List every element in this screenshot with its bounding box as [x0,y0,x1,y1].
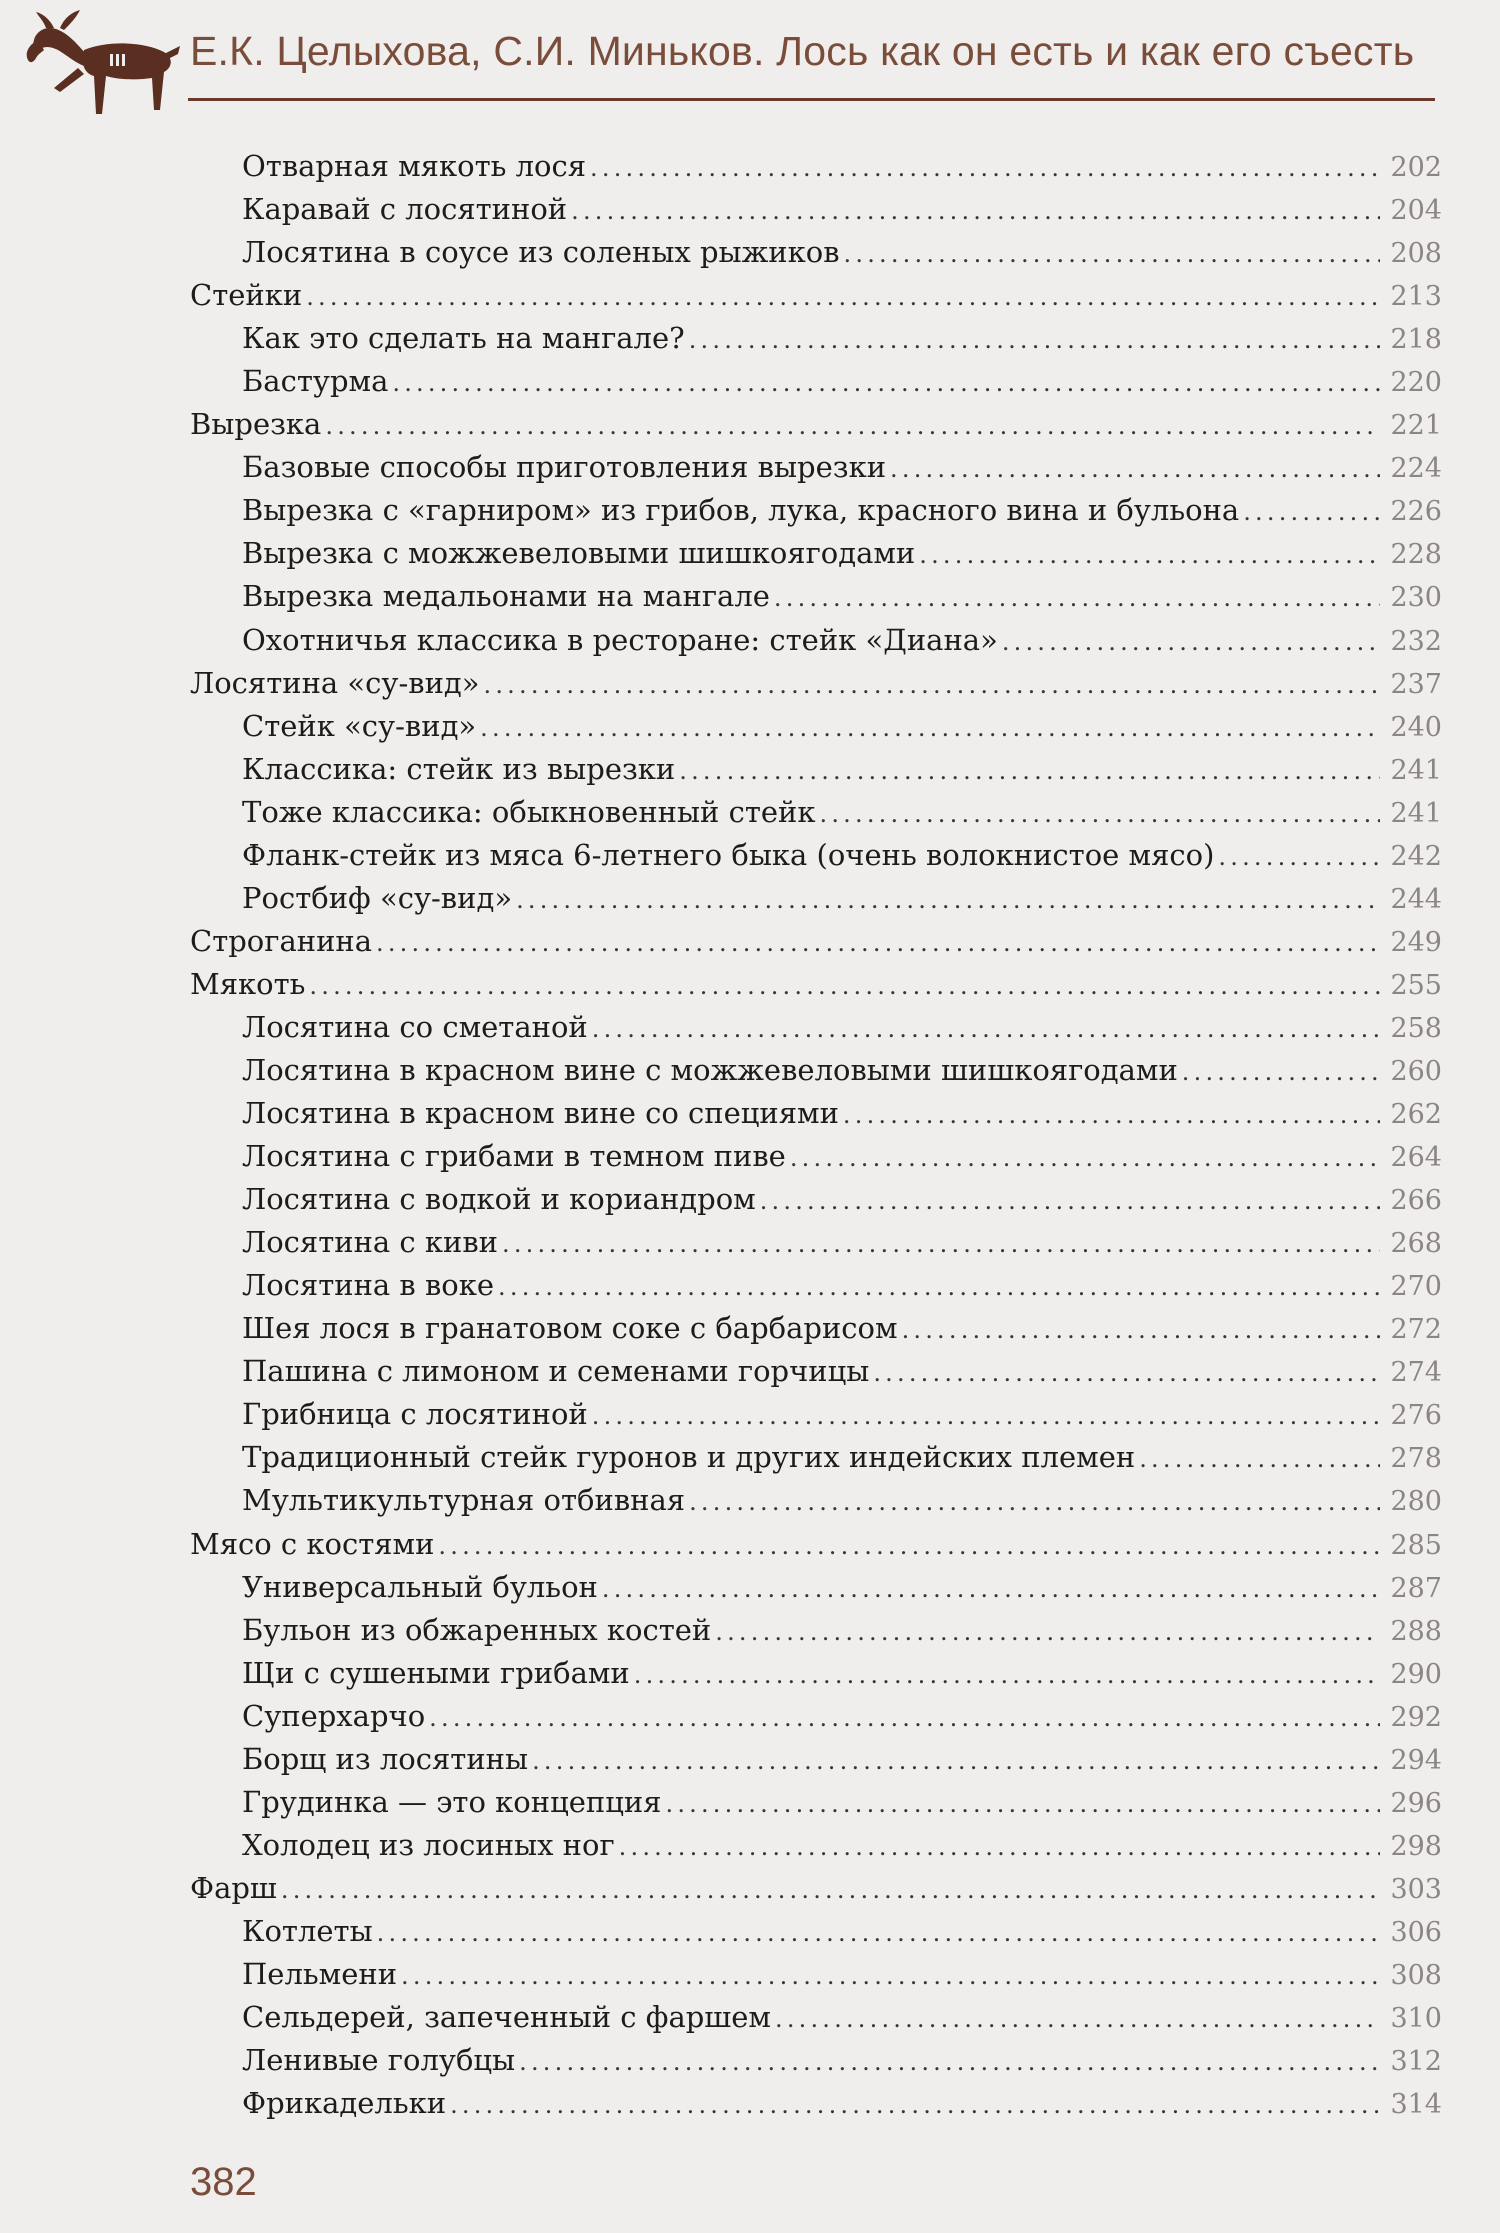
toc-entry-page: 292 [1390,1701,1442,1733]
toc-entry [190,1996,1442,2039]
toc-entry-page: 303 [1390,1873,1442,1905]
toc-entry-page: 240 [1390,711,1442,743]
table-of-contents [190,145,1442,2125]
toc-entry-title: Строганина [190,923,373,958]
toc-entry-title: Ростбиф «су-вид» [242,880,513,915]
toc-entry-title: Фарш [190,1870,277,1905]
toc-entry-page: 312 [1390,2046,1442,2078]
toc-entry-page: 294 [1390,1744,1442,1776]
dot-leader [820,793,1380,836]
toc-entry-title: Лосятина с киви [242,1225,498,1260]
toc-entry-title: Лосятина в красном вине с можжевеловыми шишкоягодами [242,1052,1178,1087]
toc-entry-page: 298 [1390,1830,1442,1862]
toc-entry-page: 220 [1390,367,1442,399]
toc-entry [190,1910,1442,1953]
toc-entry-page: 218 [1390,324,1442,356]
toc-entry-title: Пельмени [242,1956,398,1991]
toc-entry-page: 208 [1390,238,1442,270]
toc-entry [190,145,1442,188]
toc-entry-title: Лосятина с водкой и кориандром [242,1182,756,1217]
toc-entry-title: Стейк «су-вид» [242,708,477,743]
toc-entry [190,1781,1442,1824]
toc-entry [190,1006,1442,1049]
toc-entry [190,1479,1442,1522]
toc-entry [190,2082,1442,2125]
toc-entry-title: Универсальный бульон [242,1569,598,1604]
toc-entry [190,317,1442,360]
toc-entry [190,188,1442,231]
toc-entry [190,1135,1442,1178]
page-header [0,0,1500,120]
toc-entry-title: Вырезка медальонами на мангале [242,579,770,614]
toc-entry-title: Лосятина со сметаной [242,1009,588,1044]
toc-entry-title: Традиционный стейк гуронов и других индейских племен [242,1440,1136,1475]
toc-entry-page: 270 [1390,1271,1442,1303]
toc-entry [190,360,1442,403]
dot-leader [1182,1051,1380,1094]
dot-leader [689,319,1380,362]
toc-entry-page: 221 [1390,410,1442,442]
toc-entry-page: 237 [1390,668,1442,700]
dot-leader [480,707,1380,750]
dot-leader [602,1568,1380,1611]
dot-leader [592,1008,1380,1051]
dot-leader [325,405,1380,448]
toc-entry-title: Лосятина в красном вине со специями [242,1096,839,1131]
toc-entry-page: 285 [1390,1529,1442,1561]
dot-leader [774,577,1380,620]
page-number: 382 [190,2160,257,2204]
dot-leader [873,1352,1380,1395]
dot-leader [309,965,1380,1008]
dot-leader [502,1223,1380,1266]
toc-entry-page: 228 [1390,539,1442,571]
toc-entry-page: 268 [1390,1228,1442,1260]
dot-leader [665,1783,1380,1826]
toc-entry-title: Котлеты [242,1913,373,1948]
toc-entry-page: 202 [1390,152,1442,183]
toc-entry [190,1824,1442,1867]
dot-leader [429,1697,1380,1740]
toc-entry-title: Бастурма [242,364,389,399]
toc-entry [190,1738,1442,1781]
toc-entry-title: Бульон из обжаренных костей [242,1612,712,1647]
toc-entry-title: Базовые способы приготовления вырезки [242,450,887,485]
toc-entry-title: Лосятина в воке [242,1268,495,1303]
toc-entry-page: 280 [1390,1486,1442,1518]
toc-entry-page: 241 [1390,754,1442,786]
toc-entry-page: 310 [1390,2003,1442,2035]
toc-entry-page: 249 [1390,926,1442,958]
dot-leader [1218,836,1380,879]
dot-leader [790,1137,1380,1180]
toc-entry-page: 213 [1390,281,1442,313]
toc-entry-page: 266 [1390,1185,1442,1217]
toc-entry-title: Вырезка [190,407,322,442]
toc-entry [190,1436,1442,1479]
toc-entry [190,791,1442,834]
dot-leader [619,1826,1380,1869]
toc-entry [190,1307,1442,1350]
toc-entry [190,2039,1442,2082]
toc-entry-page: 232 [1390,625,1442,657]
toc-entry-title: Мультикультурная отбивная [242,1483,686,1518]
toc-entry [190,489,1442,532]
toc-section-entry [190,1523,1442,1566]
toc-entry-title: Мякоть [190,966,306,1001]
toc-entry-title: Вырезка с «гарниром» из грибов, лука, красного вина и бульона [242,493,1240,528]
toc-entry-title: Шея лося в гранатовом соке с барбарисом [242,1311,898,1346]
dot-leader [1243,491,1380,534]
toc-entry [190,1393,1442,1436]
toc-entry [190,1566,1442,1609]
toc-entry-page: 264 [1390,1142,1442,1174]
toc-entry-title: Ленивые голубцы [242,2043,516,2078]
dot-leader [532,1740,1380,1783]
toc-entry [190,1092,1442,1135]
toc-entry-page: 204 [1390,195,1442,227]
dot-leader [519,2041,1380,2084]
toc-entry-title: Лосятина «су-вид» [190,665,480,700]
toc-entry [190,748,1442,791]
toc-entry-page: 272 [1390,1314,1442,1346]
toc-entry-title: Сельдерей, запеченный с фаршем [242,2000,771,2035]
toc-entry [190,619,1442,662]
header-rule [188,98,1435,101]
toc-section-entry [190,274,1442,317]
dot-leader [438,1525,1380,1568]
toc-entry-title: Щи с сушеными грибами [242,1655,630,1690]
running-title: Е.К. Целыхова, С.И. Миньков. Лось как он есть и как его съесть [190,28,1415,74]
dot-leader [590,147,1380,190]
dot-leader [844,233,1380,276]
toc-entry-title: Грибница с лосятиной [242,1397,588,1432]
toc-entry [190,834,1442,877]
moose-icon [14,10,184,128]
dot-leader [484,664,1380,707]
dot-leader [890,448,1380,491]
toc-section-entry [190,963,1442,1006]
toc-section-entry [190,662,1442,705]
toc-entry [190,1049,1442,1092]
toc-entry [190,705,1442,748]
dot-leader [516,879,1380,922]
toc-entry-title: Лосятина с грибами в темном пиве [242,1139,786,1174]
dot-leader [843,1094,1380,1137]
toc-entry-title: Охотничья классика в ресторане: стейк «Диана» [242,622,998,657]
toc-entry-title: Тоже классика: обыкновенный стейк [242,794,816,829]
toc-entry-title: Каравай с лосятиной [242,192,568,227]
toc-entry [190,575,1442,618]
dot-leader [1139,1438,1380,1481]
toc-entry-title: Лосятина в соусе из соленых рыжиков [242,235,840,270]
toc-entry-title: Борщ из лосятины [242,1741,529,1776]
toc-entry-page: 288 [1390,1615,1442,1647]
toc-entry-title: Грудинка — это концепция [242,1784,662,1819]
toc-entry [190,1695,1442,1738]
dot-leader [376,922,1380,965]
toc-entry [190,1264,1442,1307]
dot-leader [392,362,1380,405]
dot-leader [902,1309,1380,1352]
toc-entry [190,231,1442,274]
toc-entry-title: Пашина с лимоном и семенами горчицы [242,1354,870,1389]
toc-entry-page: 308 [1390,1959,1442,1991]
toc-entry-page: 306 [1390,1916,1442,1948]
toc-entry-page: 244 [1390,883,1442,915]
toc-entry-page: 278 [1390,1443,1442,1475]
toc-entry-title: Фланк-стейк из мяса 6-летнего быка (очень волокнистое мясо) [242,837,1215,872]
toc-entry-title: Вырезка с можжевеловыми шишкоягодами [242,536,916,571]
toc-entry [190,1953,1442,1996]
toc-entry-page: 276 [1390,1400,1442,1432]
toc-entry-page: 287 [1390,1572,1442,1604]
dot-leader [592,1395,1380,1438]
dot-leader [498,1266,1380,1309]
toc-entry-title: Суперхарчо [242,1698,426,1733]
dot-leader [377,1912,1380,1955]
toc-entry-page: 274 [1390,1357,1442,1389]
toc-section-entry [190,1867,1442,1910]
dot-leader [571,190,1380,233]
toc-entry-page: 241 [1390,797,1442,829]
toc-entry [190,1609,1442,1652]
dot-leader [679,750,1380,793]
toc-entry-page: 296 [1390,1787,1442,1819]
dot-leader [306,276,1380,319]
toc-entry-page: 230 [1390,582,1442,614]
toc-entry-page: 290 [1390,1658,1442,1690]
toc-entry-title: Стейки [190,278,303,313]
dot-leader [775,1998,1380,2041]
dot-leader [1002,621,1380,664]
dot-leader [919,534,1380,577]
toc-entry-title: Как это сделать на мангале? [242,321,685,356]
toc-entry-title: Фрикадельки [242,2086,447,2121]
toc-entry [190,446,1442,489]
toc-entry-page: 226 [1390,496,1442,528]
toc-entry [190,877,1442,920]
toc-section-entry [190,403,1442,446]
toc-entry [190,1221,1442,1264]
dot-leader [281,1869,1380,1912]
toc-section-entry [190,920,1442,963]
toc-entry [190,1350,1442,1393]
toc-entry-page: 255 [1390,969,1442,1001]
dot-leader [450,2084,1380,2127]
dot-leader [715,1611,1380,1654]
toc-entry-page: 258 [1390,1012,1442,1044]
toc-entry-title: Отварная мякоть лося [242,149,587,183]
toc-entry [190,1178,1442,1221]
toc-entry-title: Мясо с костями [190,1526,435,1561]
dot-leader [760,1180,1380,1223]
toc-entry [190,1652,1442,1695]
toc-entry-page: 314 [1390,2089,1442,2121]
toc-entry-page: 260 [1390,1055,1442,1087]
toc-entry-page: 262 [1390,1099,1442,1131]
dot-leader [634,1654,1380,1697]
toc-entry-page: 242 [1390,840,1442,872]
dot-leader [401,1955,1380,1998]
toc-entry [190,532,1442,575]
toc-entry-title: Холодец из лосиных ног [242,1827,615,1862]
toc-entry-title: Классика: стейк из вырезки [242,751,676,786]
toc-entry-page: 224 [1390,453,1442,485]
dot-leader [689,1481,1380,1524]
